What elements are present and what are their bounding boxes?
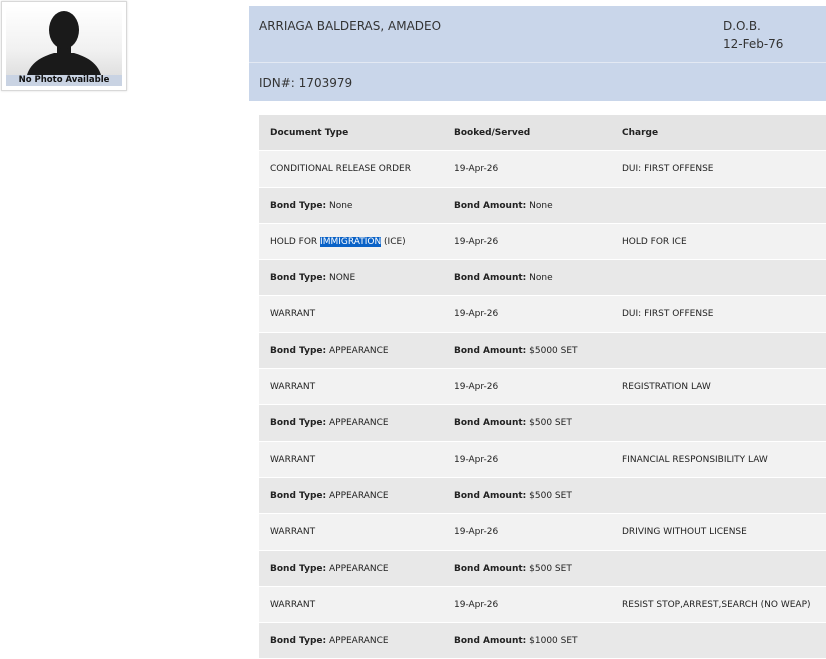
- bond-type: [270, 623, 389, 659]
- document-type: WARRANT: [270, 599, 316, 610]
- bond-row: [259, 332, 826, 368]
- charge: FINANCIAL RESPONSIBILITY LAW: [622, 454, 768, 465]
- inmate-name: ARRIAGA BALDERAS, AMADEO: [259, 19, 442, 33]
- booked-served: 19-Apr-26: [454, 527, 499, 538]
- inmate-details-panel: [249, 6, 826, 658]
- charge: DUI: FIRST OFFENSE: [622, 309, 714, 320]
- document-type: WARRANT: [270, 454, 316, 465]
- dob-value: 12-Feb-76: [723, 37, 784, 51]
- bond-row: [259, 187, 826, 223]
- charge: DRIVING WITHOUT LICENSE: [622, 527, 747, 538]
- bond-type-label: Bond Type:: [270, 563, 327, 574]
- bond-type: [270, 188, 352, 224]
- table-row: [259, 150, 826, 186]
- header-booked-served: Booked/Served: [454, 128, 531, 138]
- bond-type-label: Bond Type:: [270, 418, 327, 429]
- booked-served: 19-Apr-26: [454, 236, 499, 247]
- bond-amount-value: $500 SET: [529, 418, 572, 429]
- photo-placeholder: [6, 6, 122, 86]
- inmate-photo-card: [1, 1, 127, 91]
- booked-served: 19-Apr-26: [454, 309, 499, 320]
- document-type: WARRANT: [270, 382, 316, 393]
- bond-amount-value: $1000 SET: [529, 636, 578, 647]
- bond-amount-label: Bond Amount:: [454, 636, 527, 647]
- bond-type: [270, 333, 389, 369]
- bond-row: [259, 550, 826, 586]
- booked-served: 19-Apr-26: [454, 164, 499, 175]
- bond-type-value: None: [328, 200, 353, 211]
- booked-served: 19-Apr-26: [454, 599, 499, 610]
- charge: DUI: FIRST OFFENSE: [622, 164, 714, 175]
- bond-type-label: Bond Type:: [270, 345, 327, 356]
- document-type: [270, 224, 406, 260]
- bond-type-label: Bond Type:: [270, 636, 327, 647]
- table-row: [259, 586, 826, 622]
- bond-type-value: APPEARANCE: [328, 418, 389, 429]
- bond-amount: [454, 188, 553, 224]
- bond-amount-label: Bond Amount:: [454, 563, 527, 574]
- bond-type-label: Bond Type:: [270, 200, 327, 211]
- selected-text: IMMIGRATION: [320, 236, 382, 247]
- bond-amount: [454, 551, 572, 587]
- bond-amount-label: Bond Amount:: [454, 490, 527, 501]
- inmate-idn: IDN#: 1703979: [259, 76, 353, 90]
- charge: REGISTRATION LAW: [622, 382, 711, 393]
- bond-amount: [454, 478, 572, 514]
- charges-table: [259, 114, 826, 658]
- header-charge: Charge: [622, 128, 659, 138]
- bond-type: [270, 551, 389, 587]
- header-document-type: Document Type: [270, 128, 349, 138]
- document-type-prefix: HOLD FOR: [270, 236, 321, 247]
- bond-amount-value: $500 SET: [529, 490, 572, 501]
- bond-amount-label: Bond Amount:: [454, 345, 527, 356]
- inmate-header: [249, 6, 826, 101]
- bond-amount-value: None: [529, 273, 553, 284]
- document-type: WARRANT: [270, 527, 316, 538]
- bond-amount-label: Bond Amount:: [454, 200, 527, 211]
- header-divider: [249, 62, 826, 63]
- bond-type-value: NONE: [328, 273, 356, 284]
- person-silhouette-icon: [6, 6, 122, 86]
- document-type: CONDITIONAL RELEASE ORDER: [270, 164, 411, 175]
- table-row: [259, 223, 826, 259]
- booked-served: 19-Apr-26: [454, 382, 499, 393]
- bond-amount-label: Bond Amount:: [454, 273, 527, 284]
- bond-type: [270, 405, 389, 441]
- bond-row: [259, 477, 826, 513]
- bond-type-value: APPEARANCE: [328, 345, 389, 356]
- charge: HOLD FOR ICE: [622, 236, 687, 247]
- bond-amount: [454, 405, 572, 441]
- document-type-suffix: (ICE): [381, 236, 406, 247]
- bond-amount-label: Bond Amount:: [454, 418, 527, 429]
- bond-amount-value: $500 SET: [529, 563, 572, 574]
- bond-type-label: Bond Type:: [270, 273, 327, 284]
- booked-served: 19-Apr-26: [454, 454, 499, 465]
- bond-row: [259, 259, 826, 295]
- bond-type-value: APPEARANCE: [328, 490, 389, 501]
- bond-amount: [454, 260, 553, 296]
- bond-amount-value: $5000 SET: [529, 345, 578, 356]
- bond-row: [259, 404, 826, 440]
- table-row: [259, 441, 826, 477]
- bond-type-value: APPEARANCE: [328, 563, 389, 574]
- bond-type: [270, 260, 355, 296]
- table-row: [259, 295, 826, 331]
- no-photo-label: No Photo Available: [6, 75, 122, 86]
- bond-amount: [454, 623, 578, 659]
- table-row: [259, 368, 826, 404]
- bond-type: [270, 478, 389, 514]
- table-header-row: [259, 114, 826, 150]
- bond-row: [259, 622, 826, 658]
- table-row: [259, 513, 826, 549]
- bond-type-value: APPEARANCE: [328, 636, 389, 647]
- document-type: WARRANT: [270, 309, 316, 320]
- bond-amount: [454, 333, 578, 369]
- bond-type-label: Bond Type:: [270, 490, 327, 501]
- charge: RESIST STOP,ARREST,SEARCH (NO WEAP): [622, 599, 811, 610]
- dob-label: D.O.B.: [723, 19, 761, 33]
- bond-amount-value: None: [529, 200, 553, 211]
